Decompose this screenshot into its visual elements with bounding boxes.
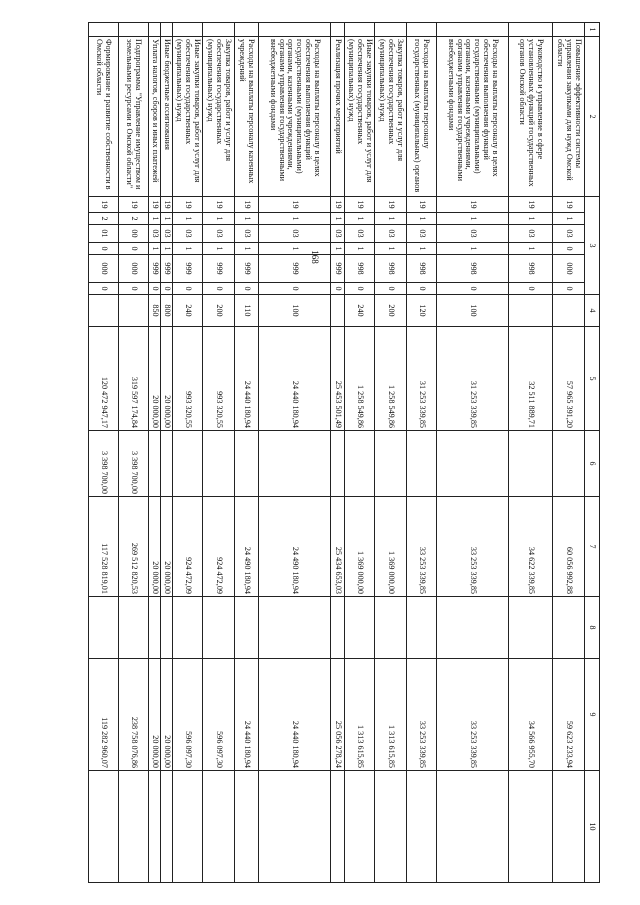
cell-c6 [375, 431, 407, 497]
cell-expense-type: 200 [375, 295, 407, 327]
cell-code-part: 1 [149, 213, 161, 225]
cell-expense-type: 110 [235, 295, 259, 327]
cell-code-part: 0 [89, 243, 119, 255]
cell-code-part: 1 [345, 213, 375, 225]
cell-code-part: 999 [235, 255, 259, 283]
cell-code-part: 03 [375, 225, 407, 243]
col-header-8: 8 [585, 597, 600, 659]
cell-c7: 20 000,00 [149, 497, 161, 597]
cell-name: Уплата налогов, сборов и иных платежей [149, 37, 161, 197]
cell-c10 [149, 771, 161, 883]
cell-c6: 3 398 700,00 [119, 431, 149, 497]
cell-c9: 1 313 615,85 [375, 659, 407, 771]
cell-c7: 117 528 819,01 [89, 497, 119, 597]
cell-c10 [437, 771, 509, 883]
cell-c5: 20 000,00 [149, 327, 161, 431]
cell-col1 [553, 23, 585, 37]
cell-code-part: 1 [407, 243, 437, 255]
cell-name: Закупка товаров, работ и услуг для обеспечения государственных (муниципальных) нужд [375, 37, 407, 197]
cell-code-part: 0 [89, 283, 119, 295]
cell-code-part: 03 [331, 225, 345, 243]
cell-c5: 57 965 391,20 [553, 327, 585, 431]
cell-c5: 1 258 549,86 [375, 327, 407, 431]
cell-name: Реализация прочих мероприятий [331, 37, 345, 197]
cell-code-part: 19 [407, 197, 437, 213]
cell-code-part: 1 [345, 243, 375, 255]
cell-code-part: 03 [553, 225, 585, 243]
cell-c8 [345, 597, 375, 659]
col-header-10: 10 [585, 771, 600, 883]
cell-code-part: 0 [149, 283, 161, 295]
cell-code-part: 1 [375, 243, 407, 255]
cell-name: Расходы на выплаты персоналу государственных (муниципальных) органов [407, 37, 437, 197]
cell-c10 [345, 771, 375, 883]
cell-code-part: 1 [437, 243, 509, 255]
cell-code-part: 19 [173, 197, 203, 213]
cell-col1 [173, 23, 203, 37]
cell-name: Закупка товаров, работ и услуг для обеспечения государственных (муниципальных) нужд [203, 37, 235, 197]
cell-code-part: 1 [161, 213, 173, 225]
cell-col1 [331, 23, 345, 37]
cell-code-part: 999 [331, 255, 345, 283]
cell-name: Подпрограмма "Управление имуществом и земельными ресурсами в Омской области" [119, 37, 149, 197]
table-row [173, 23, 203, 883]
cell-c10 [235, 771, 259, 883]
cell-code-part: 999 [173, 255, 203, 283]
cell-code-part: 999 [259, 255, 331, 283]
cell-col1 [509, 23, 553, 37]
cell-c5: 24 440 180,94 [259, 327, 331, 431]
cell-c5: 31 253 339,85 [437, 327, 509, 431]
cell-col1 [203, 23, 235, 37]
cell-code-part: 1 [509, 243, 553, 255]
cell-code-part: 1 [173, 213, 203, 225]
cell-c5: 20 000,00 [161, 327, 173, 431]
cell-name: Иные бюджетные ассигнования [161, 37, 173, 197]
cell-c9: 596 097,30 [173, 659, 203, 771]
cell-code-part: 03 [173, 225, 203, 243]
table-body [89, 23, 585, 883]
cell-c9: 20 000,00 [161, 659, 173, 771]
cell-code-part: 1 [203, 243, 235, 255]
cell-col1 [89, 23, 119, 37]
cell-c7: 269 512 820,53 [119, 497, 149, 597]
cell-c10 [89, 771, 119, 883]
cell-c9: 1 313 615,85 [345, 659, 375, 771]
cell-col1 [119, 23, 149, 37]
cell-code-part: 03 [161, 225, 173, 243]
table-row [375, 23, 407, 883]
cell-code-part: 998 [437, 255, 509, 283]
cell-name: Расходы на выплаты персоналу в целях обеспечения выполнения функций государственными (муниципальными) органами, казенными учреждениями, органами управления государственными внебюджетными фондами [437, 37, 509, 197]
cell-expense-type [89, 295, 119, 327]
cell-name: Формирование и развитие собственности в Омской области [89, 37, 119, 197]
col-header-1: 1 [585, 23, 600, 37]
cell-c6 [331, 431, 345, 497]
cell-code-part: 19 [345, 197, 375, 213]
cell-code-part: 03 [407, 225, 437, 243]
cell-c9: 24 440 180,94 [235, 659, 259, 771]
cell-c9: 24 440 180,94 [259, 659, 331, 771]
cell-code-part: 19 [553, 197, 585, 213]
cell-c5: 32 511 889,71 [509, 327, 553, 431]
cell-code-part: 0 [553, 243, 585, 255]
cell-c9: 25 056 278,24 [331, 659, 345, 771]
cell-expense-type [509, 295, 553, 327]
cell-code-part: 000 [119, 255, 149, 283]
cell-expense-type: 100 [259, 295, 331, 327]
cell-code-part: 1 [203, 213, 235, 225]
cell-c6: 3 398 700,00 [89, 431, 119, 497]
cell-code-part: 19 [437, 197, 509, 213]
cell-code-part: 19 [235, 197, 259, 213]
table-row [259, 23, 331, 883]
cell-name: Расходы на выплаты персоналу в целях обеспечения выполнения функций государственными (муниципальными) органами, казенными учреждениями, органами управления государственными внебюджетными фондами [259, 37, 331, 197]
cell-code-part: 0 [345, 283, 375, 295]
cell-code-part: 03 [203, 225, 235, 243]
cell-c8 [173, 597, 203, 659]
cell-col1 [437, 23, 509, 37]
cell-code-part: 1 [437, 213, 509, 225]
cell-c6 [437, 431, 509, 497]
cell-code-part: 03 [509, 225, 553, 243]
cell-expense-type: 240 [173, 295, 203, 327]
cell-code-part: 1 [173, 243, 203, 255]
table-row [203, 23, 235, 883]
cell-code-part: 0 [553, 283, 585, 295]
cell-c7: 20 000,00 [161, 497, 173, 597]
table-row [345, 23, 375, 883]
cell-c7: 60 056 992,88 [553, 497, 585, 597]
cell-c7: 24 490 180,94 [259, 497, 331, 597]
cell-c8 [407, 597, 437, 659]
cell-c6 [235, 431, 259, 497]
cell-code-part: 2 [89, 213, 119, 225]
cell-expense-type [119, 295, 149, 327]
cell-c5: 1 258 549,86 [345, 327, 375, 431]
cell-code-part: 2 [119, 213, 149, 225]
cell-code-part: 1 [509, 213, 553, 225]
col-header-2: 2 [585, 37, 600, 197]
cell-c7: 34 622 339,85 [509, 497, 553, 597]
cell-code-part: 1 [235, 243, 259, 255]
cell-c9: 34 566 955,70 [509, 659, 553, 771]
cell-code-part: 1 [259, 213, 331, 225]
budget-table [88, 22, 600, 883]
cell-c8 [553, 597, 585, 659]
cell-expense-type: 850 [149, 295, 161, 327]
table-row [553, 23, 585, 883]
cell-c10 [553, 771, 585, 883]
cell-col1 [161, 23, 173, 37]
cell-code-part: 03 [149, 225, 161, 243]
cell-c7: 33 253 339,85 [437, 497, 509, 597]
cell-col1 [235, 23, 259, 37]
cell-code-part: 0 [119, 283, 149, 295]
cell-code-part: 19 [331, 197, 345, 213]
cell-c6 [149, 431, 161, 497]
cell-code-part: 1 [331, 213, 345, 225]
cell-c9: 238 758 076,86 [119, 659, 149, 771]
cell-name: Руководство и управление в сфере установленных функций государственных органов Омской области [509, 37, 553, 197]
cell-col1 [407, 23, 437, 37]
cell-code-part: 19 [509, 197, 553, 213]
cell-c8 [119, 597, 149, 659]
cell-code-part: 19 [149, 197, 161, 213]
cell-col1 [345, 23, 375, 37]
cell-c7: 25 434 653,03 [331, 497, 345, 597]
cell-c6 [345, 431, 375, 497]
cell-c8 [375, 597, 407, 659]
cell-col1 [149, 23, 161, 37]
header-row [585, 23, 600, 883]
cell-c5: 31 253 339,85 [407, 327, 437, 431]
cell-code-part: 998 [375, 255, 407, 283]
table-row [437, 23, 509, 883]
cell-c9: 20 000,00 [149, 659, 161, 771]
cell-code-part: 0 [407, 283, 437, 295]
table-row [161, 23, 173, 883]
col-header-5: 5 [585, 327, 600, 431]
cell-c8 [89, 597, 119, 659]
cell-c10 [203, 771, 235, 883]
cell-code-part: 000 [89, 255, 119, 283]
cell-c10 [119, 771, 149, 883]
cell-code-part: 0 [203, 283, 235, 295]
table-row [509, 23, 553, 883]
cell-c9: 119 282 960,07 [89, 659, 119, 771]
cell-expense-type: 100 [437, 295, 509, 327]
cell-code-part: 03 [259, 225, 331, 243]
cell-code-part: 0 [119, 243, 149, 255]
cell-code-part: 03 [437, 225, 509, 243]
cell-c7: 1 369 000,00 [345, 497, 375, 597]
cell-c10 [375, 771, 407, 883]
cell-code-part: 03 [345, 225, 375, 243]
cell-c6 [173, 431, 203, 497]
cell-c10 [331, 771, 345, 883]
cell-c5: 25 453 501,49 [331, 327, 345, 431]
cell-c9: 596 097,30 [203, 659, 235, 771]
cell-code-part: 000 [553, 255, 585, 283]
cell-c7: 24 490 180,94 [235, 497, 259, 597]
cell-c10 [161, 771, 173, 883]
cell-expense-type: 800 [161, 295, 173, 327]
cell-code-part: 999 [203, 255, 235, 283]
table-row [119, 23, 149, 883]
cell-expense-type: 200 [203, 295, 235, 327]
cell-c10 [173, 771, 203, 883]
cell-c7: 33 253 339,85 [407, 497, 437, 597]
cell-code-part: 1 [149, 243, 161, 255]
cell-code-part: 0 [259, 283, 331, 295]
cell-col1 [259, 23, 331, 37]
col-header-7: 7 [585, 497, 600, 597]
cell-code-part: 19 [89, 197, 119, 213]
cell-c8 [437, 597, 509, 659]
cell-name: Иные закупки товаров, работ и услуг для обеспечения государственных (муниципальных) нужд [173, 37, 203, 197]
cell-c8 [235, 597, 259, 659]
cell-code-part: 19 [119, 197, 149, 213]
cell-name: Расходы на выплаты персоналу казенных учреждений [235, 37, 259, 197]
cell-c6 [407, 431, 437, 497]
cell-c10 [509, 771, 553, 883]
cell-col1 [375, 23, 407, 37]
cell-code-part: 1 [259, 243, 331, 255]
cell-code-part: 1 [407, 213, 437, 225]
cell-code-part: 0 [509, 283, 553, 295]
cell-c6 [553, 431, 585, 497]
cell-code-part: 19 [259, 197, 331, 213]
cell-c6 [259, 431, 331, 497]
cell-c8 [331, 597, 345, 659]
cell-code-part: 1 [235, 213, 259, 225]
cell-code-part: 0 [235, 283, 259, 295]
cell-code-part: 19 [203, 197, 235, 213]
cell-c5: 120 472 947,17 [89, 327, 119, 431]
cell-expense-type [553, 295, 585, 327]
cell-code-part: 0 [161, 283, 173, 295]
cell-name: Иные закупки товаров, работ и услуг для обеспечения государственных (муниципальных) нужд [345, 37, 375, 197]
cell-c8 [259, 597, 331, 659]
cell-c7: 924 472,09 [173, 497, 203, 597]
cell-code-part: 1 [375, 213, 407, 225]
table-row [89, 23, 119, 883]
cell-c9: 33 253 339,85 [437, 659, 509, 771]
cell-expense-type: 120 [407, 295, 437, 327]
cell-code-part: 998 [509, 255, 553, 283]
cell-code-part: 998 [345, 255, 375, 283]
cell-c8 [161, 597, 173, 659]
cell-c9: 59 623 233,94 [553, 659, 585, 771]
cell-c7: 924 472,09 [203, 497, 235, 597]
cell-expense-type [331, 295, 345, 327]
cell-code-part: 998 [407, 255, 437, 283]
cell-c5: 993 320,55 [173, 327, 203, 431]
table-row [235, 23, 259, 883]
cell-name: Повышение эффективности системы управления закупками для нужд Омской области [553, 37, 585, 197]
cell-code-part: 1 [553, 213, 585, 225]
cell-code-part: 0 [331, 283, 345, 295]
cell-code-part: 19 [375, 197, 407, 213]
cell-c5: 993 320,55 [203, 327, 235, 431]
col-header-3: 3 [585, 197, 600, 295]
cell-code-part: 0 [437, 283, 509, 295]
budget-table-sheet [40, 22, 600, 882]
cell-code-part: 19 [161, 197, 173, 213]
cell-code-part: 00 [119, 225, 149, 243]
cell-code-part: 03 [235, 225, 259, 243]
col-header-4: 4 [585, 295, 600, 327]
cell-expense-type: 240 [345, 295, 375, 327]
cell-c6 [161, 431, 173, 497]
cell-c10 [259, 771, 331, 883]
col-header-9: 9 [585, 659, 600, 771]
cell-c6 [509, 431, 553, 497]
cell-code-part: 1 [331, 243, 345, 255]
cell-code-part: 999 [149, 255, 161, 283]
cell-c10 [407, 771, 437, 883]
table-row [407, 23, 437, 883]
cell-c5: 24 440 180,94 [235, 327, 259, 431]
cell-c8 [509, 597, 553, 659]
cell-code-part: 1 [161, 243, 173, 255]
table-row [149, 23, 161, 883]
col-header-6: 6 [585, 431, 600, 497]
cell-c8 [149, 597, 161, 659]
cell-c6 [203, 431, 235, 497]
cell-c7: 1 369 000,00 [375, 497, 407, 597]
cell-code-part: 01 [89, 225, 119, 243]
page-number: 168 [309, 250, 320, 264]
table-row [331, 23, 345, 883]
cell-c9: 33 253 339,85 [407, 659, 437, 771]
cell-code-part: 999 [161, 255, 173, 283]
cell-code-part: 0 [173, 283, 203, 295]
cell-code-part: 0 [375, 283, 407, 295]
cell-c8 [203, 597, 235, 659]
cell-c5: 319 597 174,84 [119, 327, 149, 431]
